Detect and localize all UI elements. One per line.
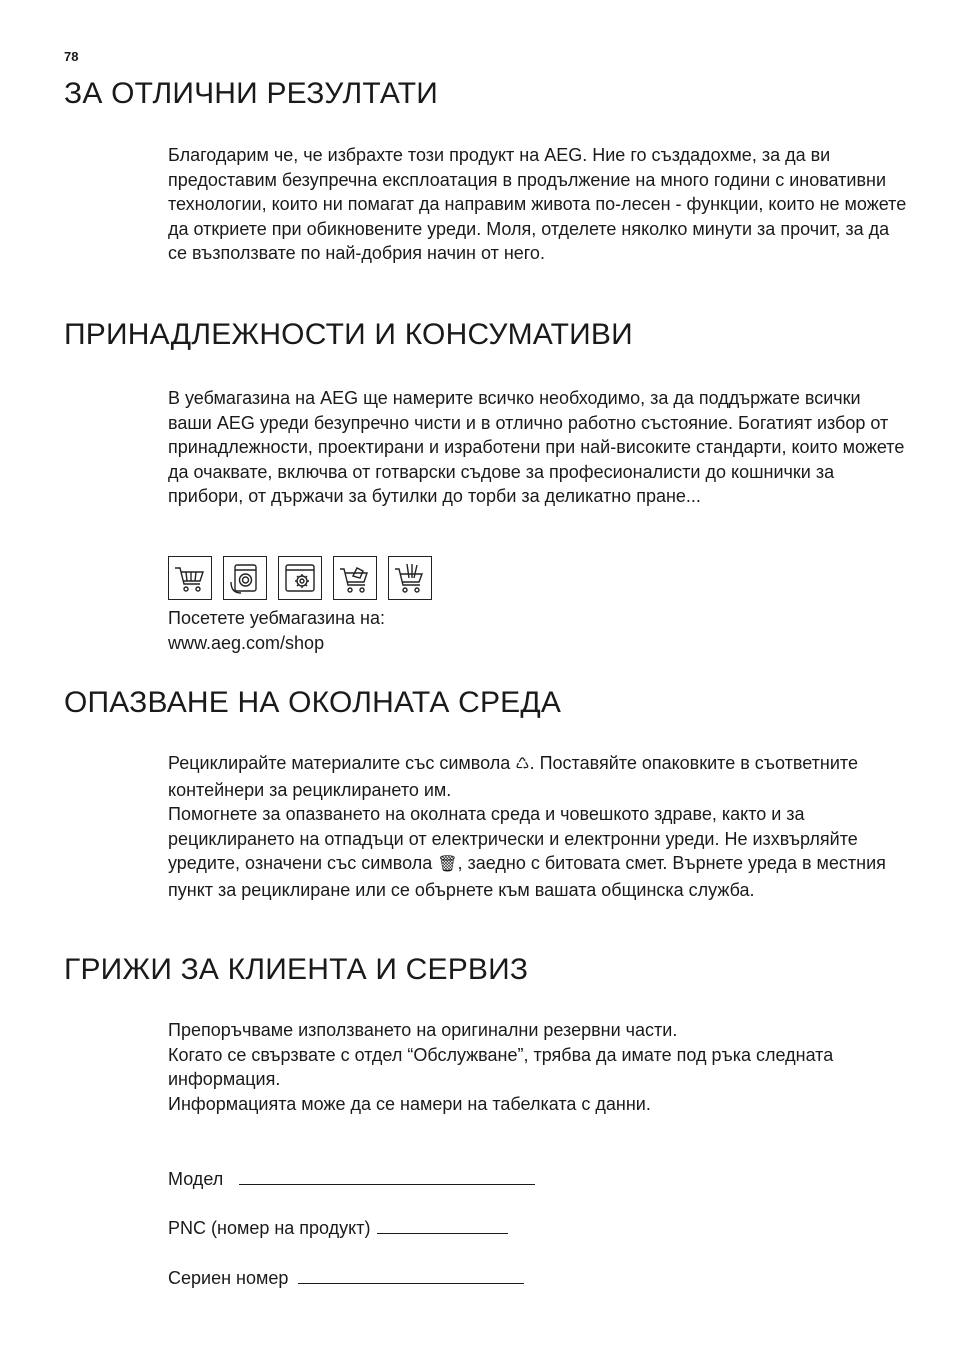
shop-visit-text xyxy=(168,606,908,655)
cart-with-utensils-icon xyxy=(388,556,432,600)
gear-appliance-icon xyxy=(278,556,322,600)
serial-label: Сериен номер xyxy=(168,1268,289,1288)
visit-shop-label: Посетете уебмагазина на: xyxy=(168,608,385,628)
service-paragraph xyxy=(168,1018,908,1116)
service-line-1: Препоръчваме използването на оригинални резервни части. xyxy=(168,1020,678,1040)
serial-field[interactable] xyxy=(298,1265,524,1284)
accessories-text: В уебмагазина на AEG ще намерите всичко необходимо, за да поддържате всички ваши AEG уреди безупречно чисти и в отлично работно състояние. Богатият избор от принадлежности, проектирани и изработени при най-високите стандарти, които можете да очаквате, включва от готварски съдове за професионалисти до кошнички за прибори, от държачи за бутилки до торби за деликатно пране... xyxy=(168,388,905,506)
weee-text-end: , заедно с битовата смет. Върнете уреда в местния пункт за рециклиране или се обърнете към вашата общинска служба. xyxy=(168,853,886,900)
environment-recycle-text xyxy=(168,751,908,802)
pnc-label: PNC (номер на продукт) xyxy=(168,1218,371,1238)
section-title-results: ЗА ОТЛИЧНИ РЕЗУЛТАТИ xyxy=(64,77,439,110)
service-line-3: Информацията може да се намери на табелката с данни. xyxy=(168,1093,651,1114)
section-title-environment: ОПАЗВАНЕ НА ОКОЛНАТА СРЕДА xyxy=(64,686,562,719)
shop-url-link[interactable]: www.aeg.com/shop xyxy=(168,632,325,653)
model-field[interactable] xyxy=(239,1166,535,1185)
weee-text-start: Помогнете за опазването на околната среда и човешкото здраве, както и за рециклирането на отпадъци от електрически и електронни уреди. Не изхвърляйте уредите, означени със символа xyxy=(168,804,858,873)
environment-paragraph xyxy=(168,751,908,902)
page-number: 78 xyxy=(64,49,79,64)
results-text: Благодарим че, че избрахте този продукт на AEG. Ние го създадохме, за да ви предоставим безупречна експлоатация в продължение на много години с иновативни технологии, които ни помагат да направим живота по-лесен - функции, които не можете да откриете при обикновените уреди. Моля, отделете няколко минути за прочит, за да се възползвате по най-добрия начин от него. xyxy=(168,145,907,263)
service-line-2: Когато се свързвате с отдел “Обслужване”, трябва да имате под ръка следната информация. xyxy=(168,1044,834,1089)
environment-weee-text xyxy=(168,802,908,902)
model-form-row xyxy=(168,1166,535,1191)
model-label: Модел xyxy=(168,1169,224,1189)
pnc-form-row xyxy=(168,1215,508,1240)
shopping-cart-icon xyxy=(168,556,212,600)
results-paragraph xyxy=(168,143,908,266)
crossed-bin-icon: 🗑 xyxy=(437,856,458,873)
shop-icons-row xyxy=(168,556,432,600)
recycle-text-end: . Поставяйте опаковките в съответните контейнери за рециклирането им. xyxy=(168,753,858,800)
cart-with-bag-icon xyxy=(333,556,377,600)
washing-machine-service-icon xyxy=(223,556,267,600)
section-title-accessories: ПРИНАДЛЕЖНОСТИ И КОНСУМАТИВИ xyxy=(64,318,633,351)
recycle-text-start: Рециклирайте материалите със символа xyxy=(168,753,516,773)
accessories-paragraph xyxy=(168,386,908,509)
serial-form-row xyxy=(168,1265,524,1290)
recycle-symbol-icon: ♺ xyxy=(515,756,530,773)
pnc-field[interactable] xyxy=(377,1215,508,1234)
section-title-service: ГРИЖИ ЗА КЛИЕНТА И СЕРВИЗ xyxy=(64,953,529,986)
